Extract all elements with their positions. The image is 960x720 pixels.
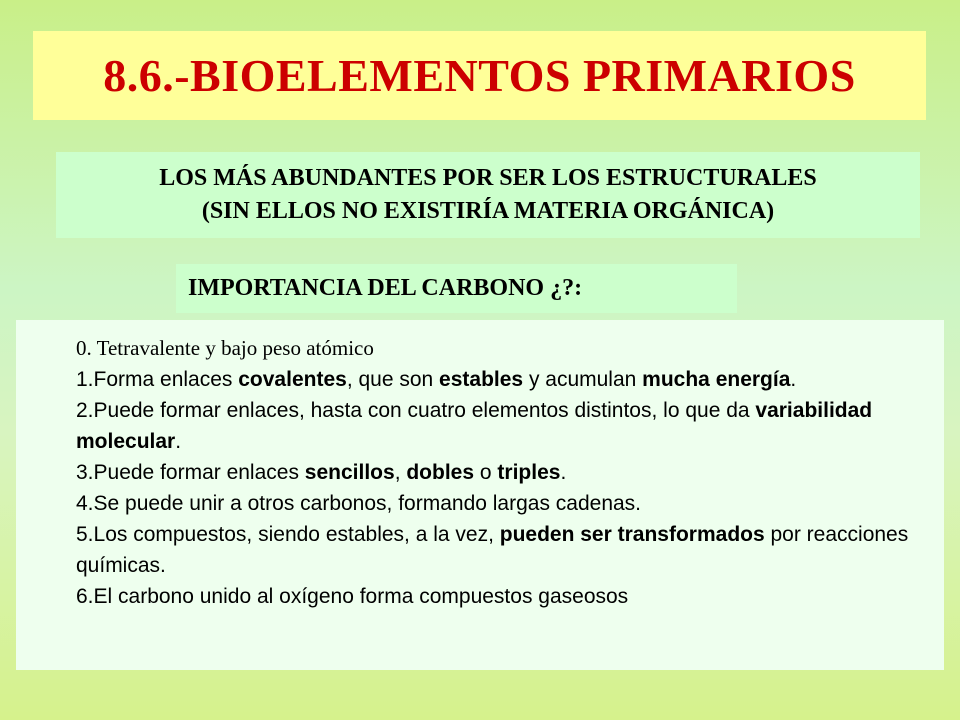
list-item-1: 1.Forma enlaces covalentes, que son estables y acumulan mucha energía.: [76, 368, 797, 391]
carbono-heading: IMPORTANCIA DEL CARBONO ¿?:: [188, 275, 583, 301]
subtitle-line-2: (SIN ELLOS NO EXISTIRÍA MATERIA ORGÁNICA): [201, 198, 775, 224]
list-item-2: 2.Puede formar enlaces, hasta con cuatro elementos distintos, lo que da variabilidad molecular.: [76, 399, 873, 453]
subtitle-box: [56, 152, 920, 238]
title-box: [33, 31, 926, 120]
subtitle-line-1: LOS MÁS ABUNDANTES POR SER LOS ESTRUCTURALES: [159, 165, 817, 191]
list-item-4: 4.Se puede unir a otros carbonos, formando largas cadenas.: [76, 492, 642, 515]
list-item-5: 5.Los compuestos, siendo estables, a la vez, pueden ser transformados por reacciones químicas.: [76, 523, 909, 577]
list-item-0: 0. Tetravalente y bajo peso atómico: [76, 336, 374, 360]
list-item-3: 3.Puede formar enlaces sencillos, dobles o triples.: [76, 461, 567, 484]
list-item-6: 6.El carbono unido al oxígeno forma compuestos gaseosos: [76, 585, 629, 608]
properties-list: [16, 320, 944, 670]
carbono-heading-box: [176, 264, 737, 313]
slide-title: 8.6.-BIOELEMENTOS PRIMARIOS: [103, 50, 856, 101]
